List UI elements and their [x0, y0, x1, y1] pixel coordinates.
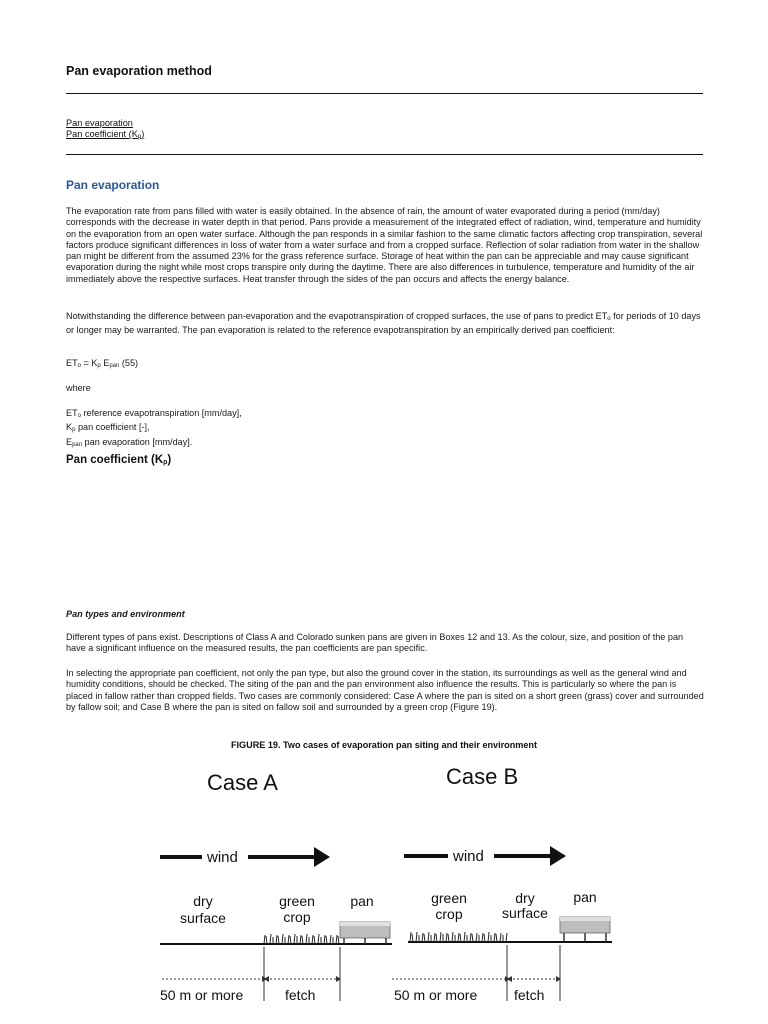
case-a-distance-label: 50 m or more [160, 987, 244, 1003]
section-heading-pan-evaporation: Pan evaporation [66, 178, 160, 192]
case-a-grass [264, 934, 339, 944]
case-a-pan-label: pan [350, 893, 374, 909]
case-b-mid-label-top: dry [515, 890, 535, 906]
paragraph-3: Different types of pans exist. Descriptions of Class A and Colorado sunken pans are given in Boxes 12 and 13. As the colour, size, and position of the pan have a significant influence on the measured results, the pan coefficients are pan specific. [66, 632, 684, 654]
definition-kp: $K_p$ pan coefficient [-], [66, 422, 150, 434]
case-b-fetch-label: fetch [514, 987, 545, 1003]
case-a-fetch-label: fetch [285, 987, 316, 1003]
case-b-pan-rim [560, 917, 610, 921]
toc-link-pan-evaporation[interactable]: Pan evaporation [66, 118, 133, 128]
where-label: where [66, 383, 91, 393]
subheading-pan-types: Pan types and environment [66, 609, 185, 619]
case-b-title: Case B [446, 764, 519, 789]
case-b-distance-label: 50 m or more [394, 987, 478, 1003]
case-b-wind-arrowhead [550, 846, 566, 866]
table-of-contents [66, 118, 144, 143]
case-b-left-label-bottom: crop [435, 906, 463, 922]
case-a-left-label-bottom: surface [180, 910, 226, 926]
case-a-mid-label-top: green [279, 893, 315, 909]
figure-caption: FIGURE 19. Two cases of evaporation pan siting and their environment [230, 740, 538, 750]
section-heading-pan-coefficient: Pan coefficient $(K_p)$ [66, 454, 172, 466]
case-b-wind-label: wind [453, 848, 484, 865]
case-a-panel [160, 770, 392, 1003]
page-title: Pan evaporation method [66, 64, 212, 78]
definition-epan: $E_{pan}$ pan evaporation [mm/day]. [66, 436, 193, 448]
paragraph-4: In selecting the appropriate pan coefficient, not only the pan type, but also the ground cover in the station, its surroundings as well as the general wind and humidity conditions, should be checked. The siting of the pan and the pan environment also influence the results. This is particularly so where the pan is placed in fallow rather than cropped fields. Two cases are commonly considered: Case A where the pan is sited on a short green (grass) cover and surrounded by fallow soil; and Case B where the pan is sited on fallow soil and surrounded by a green crop (Figure 19). [66, 668, 704, 712]
top-divider [66, 93, 703, 94]
paragraph-1: The evaporation rate from pans filled with water is easily obtained. In the absence of rain, the amount of water evaporated during a period (mm/day) corresponds with the decrease in water depth in that period. Pans provide a measurement of the integrated effect of radiation, wind, temperature and humidity on the evaporation from an open water surface. Although the pan responds in a similar fashion to the same climatic factors affecting crop transpiration, several factors produce significant differences in loss of water from a water surface and from a cropped surface. Reflection of solar radiation from water in the shallow pan might be different from the assumed 23% for the grass reference surface. Storage of heat within the pan can be appreciable and may cause significant evaporation during the night while most crops transpire only during the daytime. There are also differences in turbulence, temperature and humidity of the air immediately above the respective surfaces. Heat transfer through the sides of the pan occurs and affects the energy balance. [66, 206, 703, 284]
case-b-grass [410, 932, 507, 942]
toc-divider [66, 154, 703, 155]
case-b-panel [392, 764, 612, 1003]
case-a-title: Case A [207, 770, 278, 795]
toc-link-pan-coefficient[interactable]: Pan coefficient $(K_p)$ [66, 129, 145, 140]
case-a-mid-label-bottom: crop [283, 909, 311, 925]
definitions-list [66, 408, 704, 451]
case-b-pan-label: pan [573, 889, 597, 905]
case-b-left-label-top: green [431, 890, 467, 906]
case-a-wind-label: wind [207, 849, 238, 866]
case-b-mid-label-bottom: surface [502, 905, 548, 921]
case-a-wind-arrowhead [314, 847, 330, 867]
equation-55: $ET_o = K_p$ $E_{pan}$ (55) [66, 358, 139, 369]
paragraph-2: Notwithstanding the difference between pan-evaporation and the evapotranspiration of cropped surfaces, the use of pans to predict $ET_o$ for periods of 10 days or longer may be warranted. The pan evaporation is related to the reference evapotranspiration by an empirically derived pan coefficient: [66, 311, 701, 336]
case-a-left-label-top: dry [193, 893, 213, 909]
definition-eto: $ET_o$ reference evapotranspiration [mm/day], [66, 408, 242, 419]
case-a-pan-rim [340, 922, 390, 926]
figure-19-diagram [0, 755, 768, 1024]
